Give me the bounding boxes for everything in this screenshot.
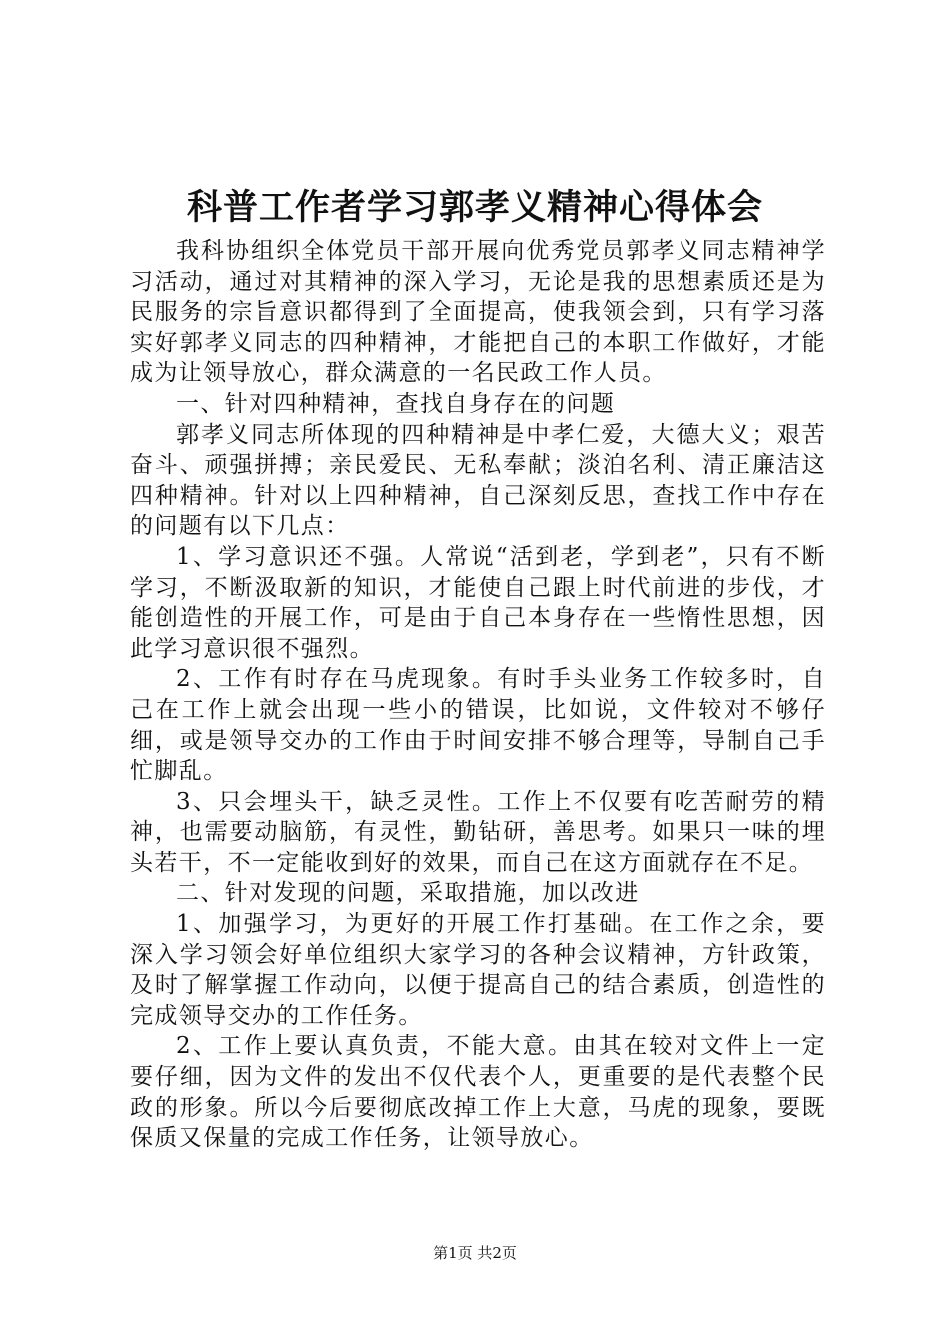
list-item: 2、工作有时存在马虎现象。有时手头业务工作较多时，自己在工作上就会出现一些小的错误，比如说，文件较对不够仔细，或是领导交办的工作由于时间安排不够合理等，导制自己手忙脚乱。 [130,666,826,785]
section-heading-1: 一、针对四种精神，查找自身存在的问题 [176,390,616,417]
list-item: 1、学习意识还不强。人常说“活到老，学到老”，只有不断学习，不断汲取新的知识，才能使自己跟上时代前进的步伐，才能创造性的开展工作，可是由于自己本身存在一些惰性思想，因此学习意识很不强烈。 [130,543,826,662]
paragraph: 郭孝义同志所体现的四种精神是中孝仁爱，大德大义；艰苦奋斗、顽强拼搏；亲民爱民、无私奉献；淡泊名利、清正廉洁这四种精神。针对以上四种精神，自己深刻反思，查找工作中存在的问题有以下几点： [130,421,826,540]
page-number: 第1页 共2页 [433,1244,517,1262]
document-title: 科普工作者学习郭孝义精神心得体会 [186,188,763,228]
list-item: 1、加强学习，为更好的开展工作打基础。在工作之余，要深入学习领会好单位组织大家学习的各种会议精神，方针政策，及时了解掌握工作动向，以便于提高自己的结合素质，创造性的完成领导交办的工作任务。 [130,911,826,1029]
section-heading-2: 二、针对发现的问题，采取措施，加以改进 [176,880,640,907]
document-body [130,236,826,1154]
paragraph-intro: 我科协组织全体党员干部开展向优秀党员郭孝义同志精神学习活动，通过对其精神的深入学习，无论是我的思想素质还是为民服务的宗旨意识都得到了全面提高，使我领会到，只有学习落实好郭孝义同志的四种精神，才能把自己的本职工作做好，才能成为让领导放心，群众满意的一名民政工作人员。 [130,238,826,387]
list-item: 3、只会埋头干，缺乏灵性。工作上不仅要有吃苦耐劳的精神，也需要动脑筋，有灵性，勤钻研，善思考。如果只一味的埋头若干，不一定能收到好的效果，而自己在这方面就存在不足。 [130,788,826,876]
list-item: 2、工作上要认真负责，不能大意。由其在较对文件上一定要仔细，因为文件的发出不仅代表个人，更重要的是代表整个民政的形象。所以今后要彻底改掉工作上大意，马虎的现象，要既保质又保量的完成工作任务，让领导放心。 [130,1033,826,1152]
